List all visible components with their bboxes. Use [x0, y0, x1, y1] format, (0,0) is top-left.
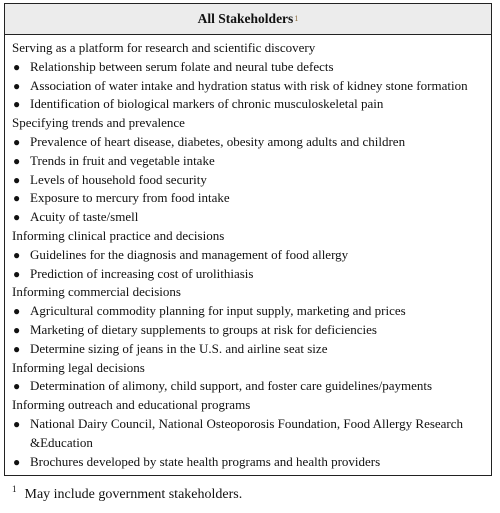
list-item [12, 95, 485, 114]
bullet-icon: ● [13, 247, 21, 262]
bullet-icon: ● [13, 454, 21, 469]
list-item-text: Agricultural commodity planning for input supply, marketing and prices [30, 303, 406, 319]
bullet-icon: ● [13, 304, 21, 319]
bullet-icon: ● [13, 416, 21, 431]
list-item [12, 189, 485, 208]
list-item-text: Guidelines for the diagnosis and management of food allergy [30, 246, 349, 262]
list-item-text: Brochures developed by state health programs and health providers [30, 453, 381, 469]
section-title: Serving as a platform for research and scientific discovery [12, 40, 316, 55]
table-header: All Stakeholders 1 [5, 4, 491, 35]
list-item-text: Exposure to mercury from food intake [30, 190, 230, 206]
table-title: All Stakeholders [197, 11, 294, 26]
section-title: Informing commercial decisions [12, 284, 181, 300]
bullet-icon: ● [13, 266, 21, 281]
list-item [12, 152, 485, 171]
stakeholders-table [4, 3, 492, 476]
list-item [12, 340, 485, 359]
list-item [12, 415, 485, 453]
list-item-text: Marketing of dietary supplements to groups at risk for deficiencies [30, 321, 377, 337]
list-item [12, 302, 485, 321]
list-item-text: Relationship between serum folate and neural tube defects [30, 58, 334, 74]
bullet-icon: ● [13, 191, 21, 206]
list-item [12, 265, 485, 284]
bullet-icon: ● [13, 97, 21, 112]
list-item-text: Trends in fruit and vegetable intake [30, 152, 215, 168]
list-item [12, 377, 485, 396]
list-item-text: Prevalence of heart disease, diabetes, obesity among adults and children [30, 133, 406, 149]
footnote-text: May include government stakeholders. [24, 487, 243, 502]
bullet-icon: ● [13, 153, 21, 168]
list-item [12, 171, 485, 190]
list-item-text: Levels of household food security [30, 171, 207, 187]
bullet-icon: ● [13, 59, 21, 74]
section-title: Informing clinical practice and decisions [12, 227, 225, 243]
list-item-text: Determine sizing of jeans in the U.S. and airline seat size [30, 340, 328, 356]
list-item [12, 208, 485, 227]
list-item [12, 246, 485, 265]
list-item-text: Prediction of increasing cost of urolithiasis [30, 265, 254, 281]
bullet-icon: ● [13, 134, 21, 149]
list-item [12, 133, 485, 152]
list-item-text: Determination of alimony, child support, and foster care guidelines/payments [30, 378, 433, 394]
section-title: Specifying trends and prevalence [12, 115, 185, 131]
section-title: Informing outreach and educational programs [12, 397, 251, 413]
list-item-text: Association of water intake and hydration status with risk of kidney stone formation [30, 77, 468, 93]
footnote-number: 1 [12, 484, 17, 495]
bullet-icon: ● [13, 172, 21, 187]
list-item [12, 453, 485, 472]
bullet-icon: ● [13, 341, 21, 356]
list-item-text: Identification of biological markers of chronic musculoskeletal pain [30, 96, 384, 112]
table-body [5, 35, 491, 475]
bullet-icon: ● [13, 78, 21, 93]
list-item [12, 58, 485, 77]
footnote [12, 484, 243, 503]
bullet-icon: ● [13, 210, 21, 225]
bullet-icon: ● [13, 322, 21, 337]
list-item-text: National Dairy Council, National Osteoporosis Foundation, Food Allergy Research &Education [30, 415, 464, 450]
section-title: Informing legal decisions [12, 359, 145, 375]
list-item [12, 77, 485, 96]
list-item [12, 321, 485, 340]
bullet-icon: ● [13, 379, 21, 394]
list-item-text: Acuity of taste/smell [30, 209, 139, 225]
